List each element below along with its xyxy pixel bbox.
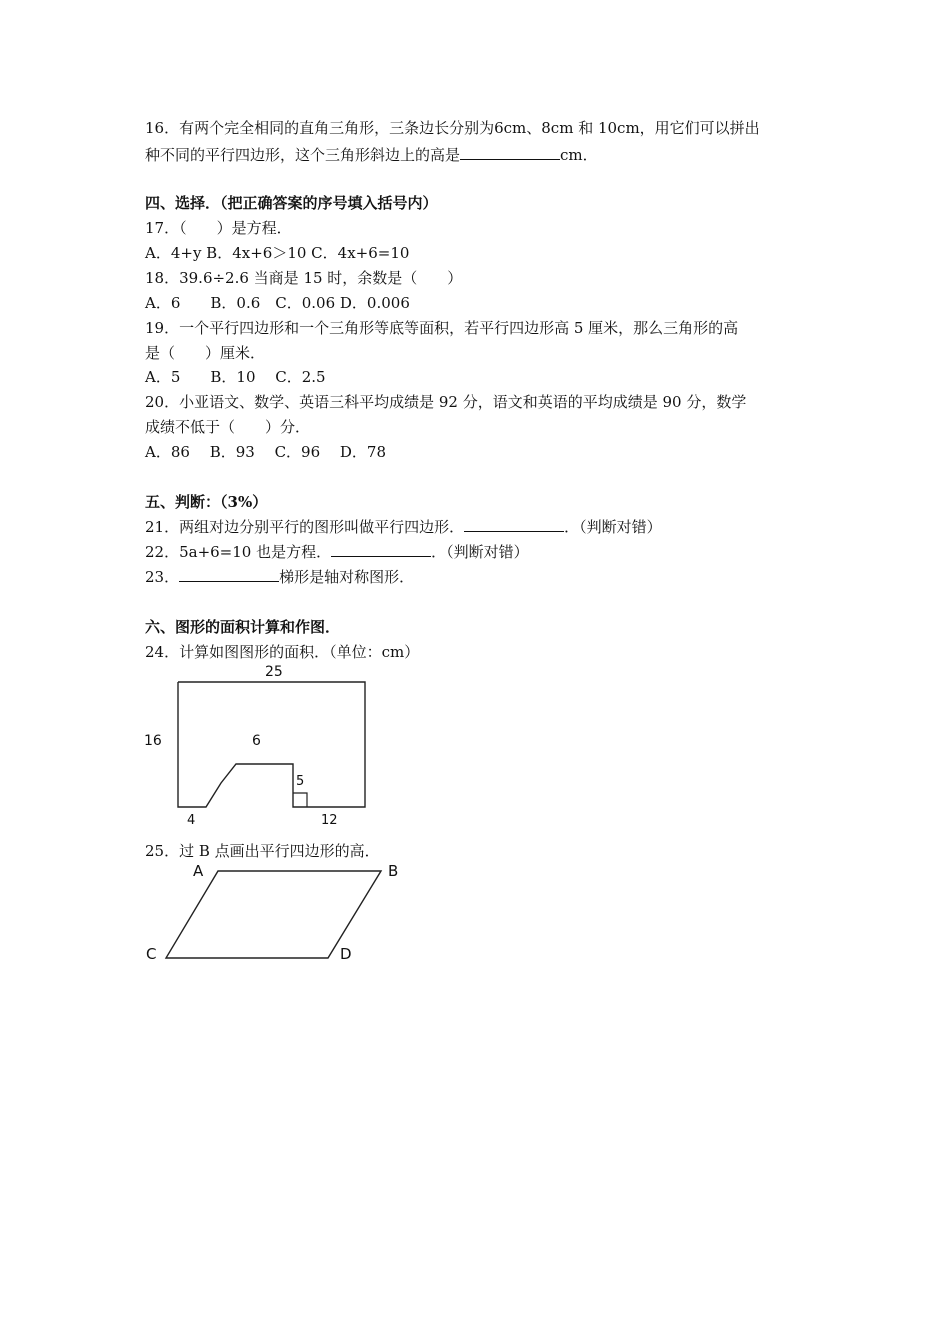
q24-stem: 24．计算如图图形的面积．（单位：cm） [145, 643, 420, 661]
q21 [145, 517, 662, 537]
q25-label-d: D [340, 945, 352, 963]
q23-text: 梯形是轴对称图形． [279, 568, 415, 586]
q24-label-bottom-right: 12 [321, 813, 338, 828]
q16-answer-blank[interactable] [460, 145, 560, 160]
q25-label-b: B [388, 862, 399, 880]
q23-answer-blank[interactable] [179, 567, 279, 582]
q18-stem: 18．39.6÷2.6 当商是 15 时，余数是（ ） [145, 269, 463, 287]
q25-label-a: A [193, 862, 204, 880]
q24-figure [140, 660, 380, 830]
q24-label-top: 25 [265, 664, 283, 680]
q21-text: 21．两组对边分别平行的图形叫做平行四边形． [145, 518, 465, 536]
q16-line2-text: 种不同的平行四边形，这个三角形斜边上的高是 [145, 146, 461, 164]
q19-options: A．5 B．10 C．2.5 [145, 368, 326, 386]
q18-options: A．6 B．0.6 C．0.06 D．0.006 [145, 294, 410, 312]
q25-label-c: C [146, 945, 157, 963]
q20-line1: 20．小亚语文、数学、英语三科平均成绩是 92 分，语文和英语的平均成绩是 90 分，数学 [145, 393, 747, 411]
q22-answer-blank[interactable] [331, 542, 431, 557]
q24-right-angle-mark [293, 793, 307, 807]
q24-label-inner-top: 6 [252, 733, 261, 749]
q22 [145, 542, 529, 562]
q20-line2: 成绩不低于（ ）分． [145, 418, 311, 436]
q16-line2 [145, 145, 598, 165]
q22-suffix: ．（判断对错） [431, 543, 529, 561]
q17-options: A．4+y B．4x+6＞10 C．4x+6=10 [145, 244, 410, 262]
q20-options: A．86 B．93 C．96 D．78 [145, 443, 387, 461]
q25-figure [140, 858, 420, 970]
q25-stem: 25．过 B 点画出平行四边形的高． [145, 842, 380, 860]
q22-text: 22．5a+6=10 也是方程． [145, 543, 332, 561]
section6-heading: 六、图形的面积计算和作图． [145, 618, 341, 636]
q24-label-inner-side: 5 [296, 774, 305, 789]
section5-heading: 五、判断：（3%） [145, 493, 268, 511]
q19-line2: 是（ ）厘米． [145, 344, 266, 362]
q23-number: 23． [145, 568, 180, 586]
q21-answer-blank[interactable] [464, 517, 564, 532]
q24-label-bottom-left: 4 [187, 813, 196, 828]
q16-line1: 16．有两个完全相同的直角三角形，三条边长分别为6cm、8cm 和 10cm，用它们可以拼出 [145, 119, 760, 137]
section4-heading: 四、选择．（把正确答案的序号填入括号内） [145, 194, 438, 212]
q23 [145, 567, 414, 587]
q17-stem: 17．（ ）是方程． [145, 219, 292, 237]
q24-label-left: 16 [144, 733, 162, 749]
q21-suffix: ．（判断对错） [564, 518, 662, 536]
q16-unit: cm． [560, 146, 598, 164]
q19-line1: 19．一个平行四边形和一个三角形等底等面积，若平行四边形高 5 厘米，那么三角形的高 [145, 319, 739, 337]
q24-composite-shape [178, 682, 365, 807]
